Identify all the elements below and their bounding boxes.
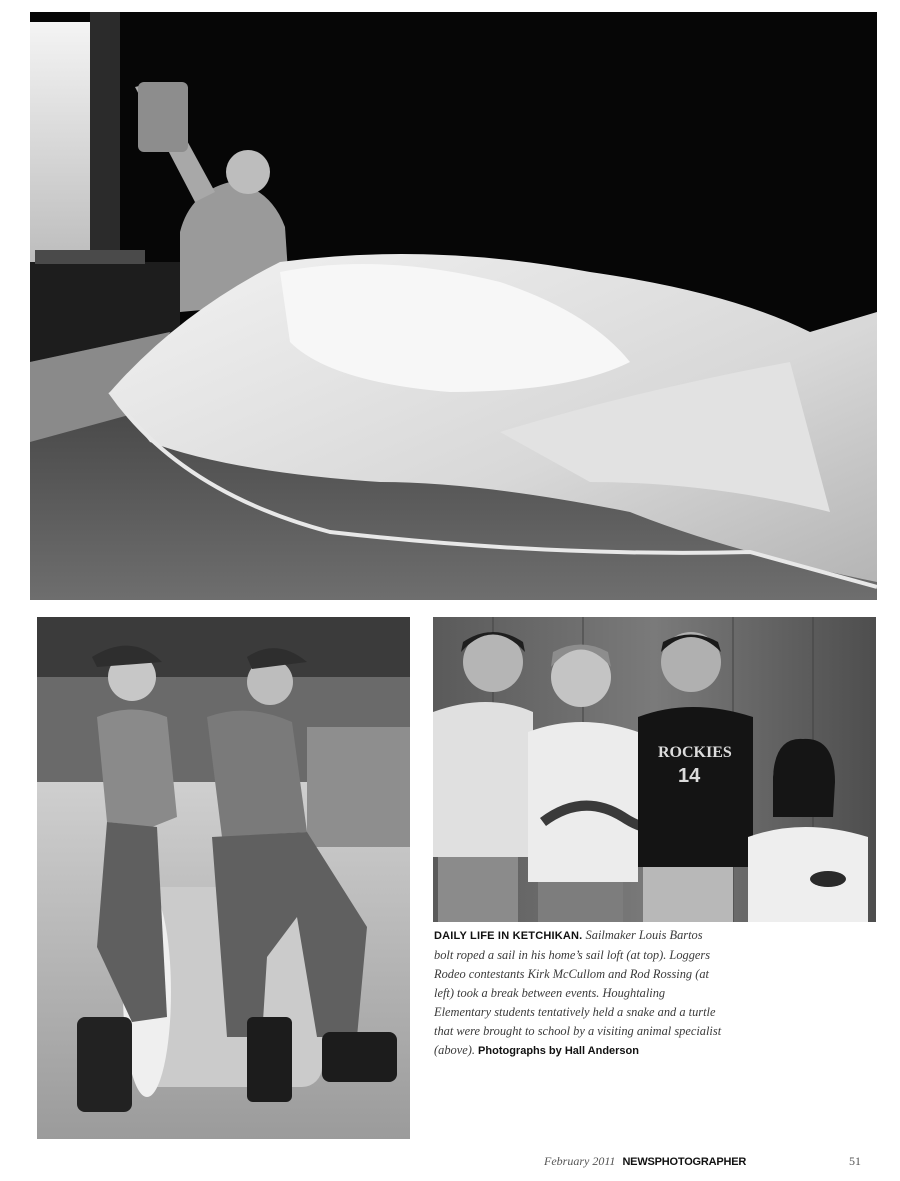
page-footer [544,1154,746,1169]
photo-credit: Photographs by Hall Anderson [478,1045,639,1057]
caption-body: Sailmaker Louis Bartos bolt roped a sail in his home’s sail loft (at top). Loggers Rodeo contestants Kirk McCullom and Rod Rossing (at left) took a break between events. Houghtaling Elementary students tentatively held a snake and a turtle that were brought to school by a visiting animal specialist (above). [434,928,722,1057]
photo-loggers [37,617,410,1139]
photo-sailmaker [30,12,877,600]
photo-students [433,617,876,922]
footer-magazine-name: NEWSPHOTOGRAPHER [622,1156,747,1168]
svg-text:ROCKIES: ROCKIES [658,744,732,761]
page-number: 51 [849,1154,861,1168]
footer-issue-date: February 2011 [544,1154,616,1168]
caption-headline: DAILY LIFE IN KETCHIKAN. [434,930,583,942]
photo-caption [434,926,724,1061]
svg-text:14: 14 [678,765,701,787]
